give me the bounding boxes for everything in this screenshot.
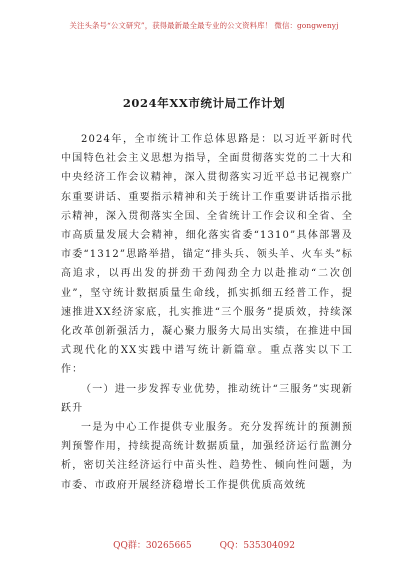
section-heading: （一）进一步发挥专业优势，推动统计“三服务”实现新跃升 [61,383,353,414]
qq-group-label: QQ群：30265665 [113,541,192,551]
body-paragraph: 一是为中心工作提供专业服务。充分发挥统计的预测预判预警作用，持续提高统计数据质量，加强经济运行监测分析，密切关注经济运行中苗头性、趋势性、倾向性问题，为市委、市政府开展经济稳增长工作提供优质高效统 [61,422,353,491]
promo-banner: 关注头条号“公文研究”，获得最新最全最专业的公文资料库！ 微信：gongwenyj [69,21,339,30]
footer-contact [0,538,408,551]
document-body [61,130,353,495]
body-paragraph: 2024年，全市统计工作总体思路是：以习近平新时代中国特色社会主义思想为指导，全面贯彻落实党的二十大和中央经济工作会议精神，深入贯彻落实习近平总书记视察广东重要讲话、重要指示精神和关于统计工作重要讲话指示批示精神，深入贯彻落实全国、全省统计工作会议和全省、全市高质量发展大会精神，细化落实省委“1310”具体部署及市委“1312”思路举措，锚定“排头兵、领头羊、火车头”标高追求，以再出发的拼劲干劲闯劲全力以赴推动“二次创业”，坚守统计数据质量生命线，抓实抓细五经普工作，提速推进XX经济家底，扎实推进“三个服务”提质效，持续深化改革创新强活力，凝心聚力服务大局出实绩，在推进中国式现代化的XX实践中谱写统计新篇章。重点落实以下工作： [61,134,353,376]
document-title: 2024年XX市统计局工作计划 [122,96,286,110]
qq-number-label: QQ：535304092 [219,541,295,551]
